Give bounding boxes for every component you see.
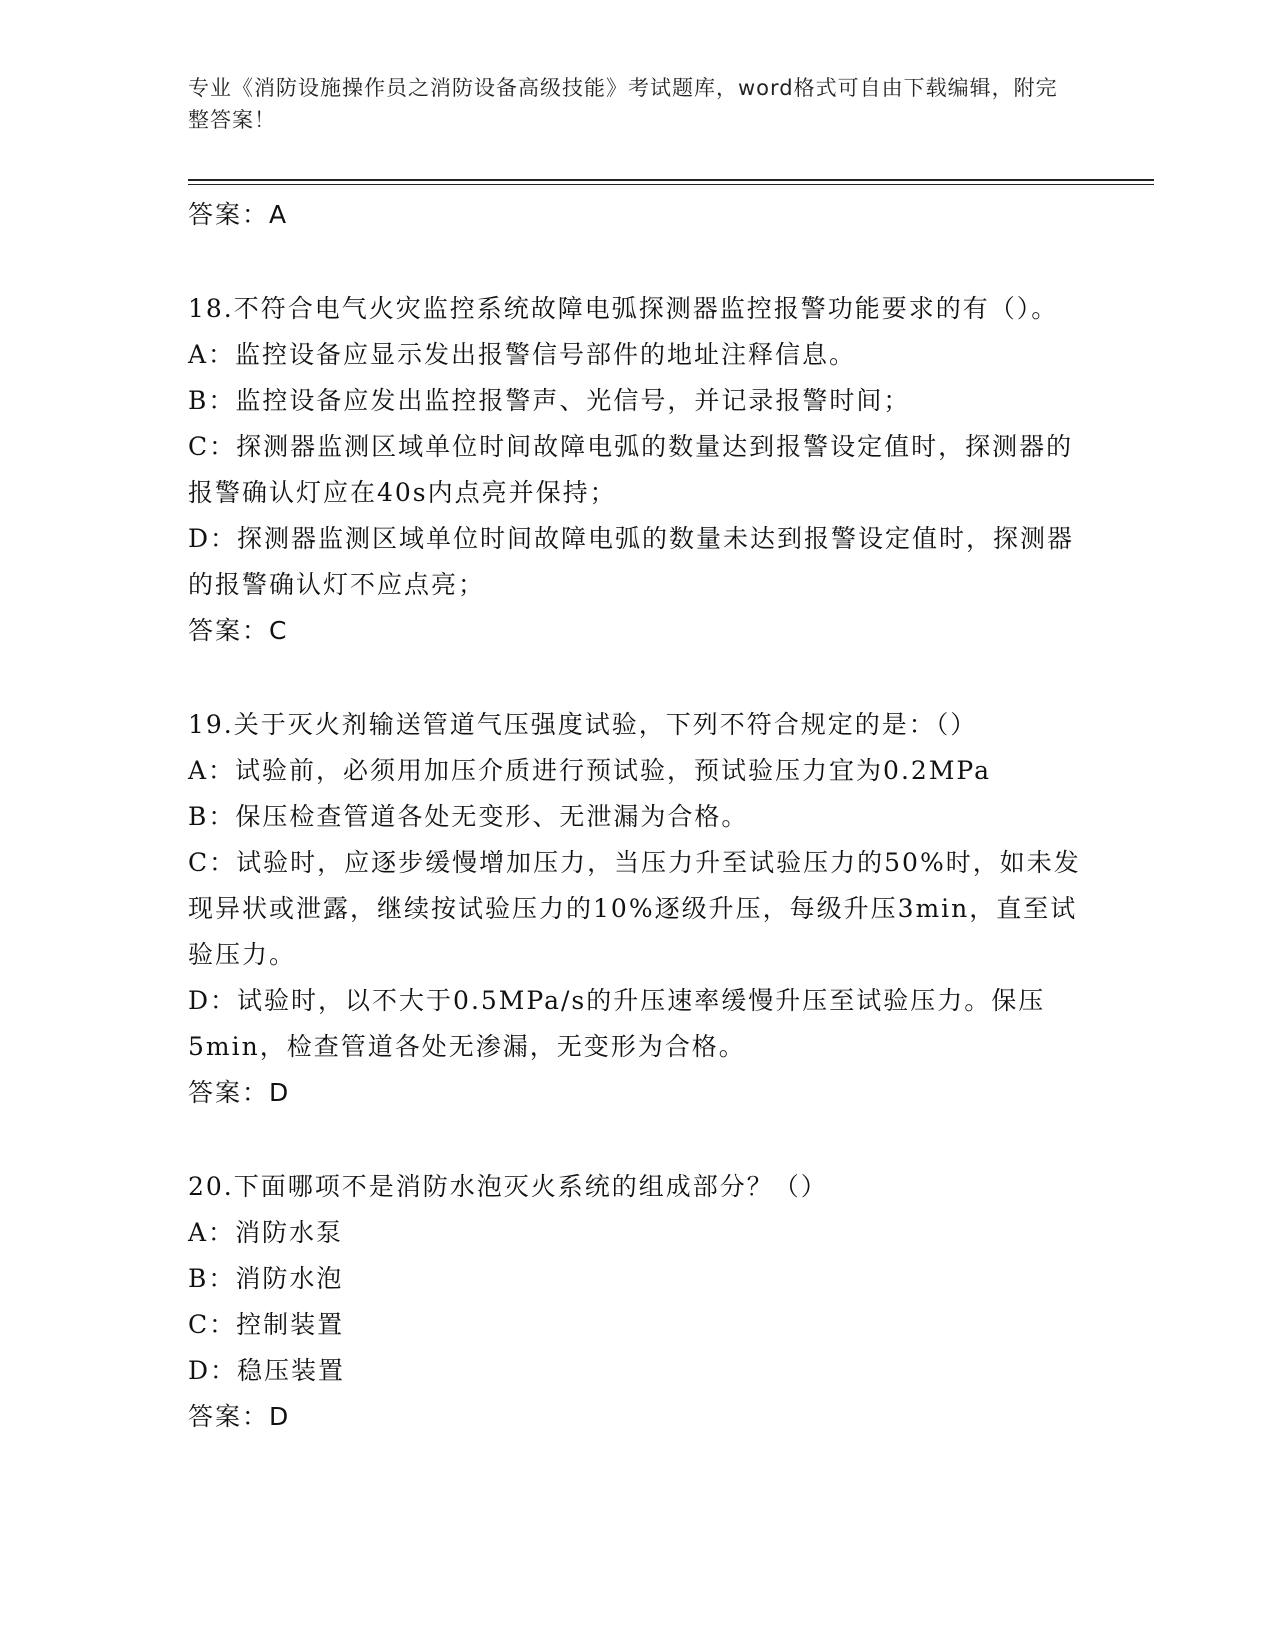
option-b: B：监控设备应发出监控报警声、光信号，并记录报警时间； bbox=[188, 386, 911, 415]
question-block bbox=[188, 702, 1088, 1116]
option-b: B：保压检查管道各处无变形、无泄漏为合格。 bbox=[188, 802, 749, 831]
option-a: A：监控设备应显示发出报警信号部件的地址注释信息。 bbox=[188, 340, 857, 369]
answer-line: 答案：D bbox=[188, 1402, 291, 1431]
answer-line: 答案：D bbox=[188, 1078, 291, 1107]
question-block bbox=[188, 286, 1088, 654]
document-header: 专业《消防设施操作员之消防设备高级技能》考试题库，word格式可自由下载编辑，附完整答案！ bbox=[188, 76, 1058, 132]
answer-line: 答案：C bbox=[188, 616, 289, 645]
option-b: B：消防水泡 bbox=[188, 1264, 344, 1293]
question-block bbox=[188, 1164, 1088, 1440]
option-a: A：消防水泵 bbox=[188, 1218, 344, 1247]
question-stem: 18.不符合电气火灾监控系统故障电弧探测器监控报警功能要求的有（）。 bbox=[188, 294, 1059, 323]
option-c: C：控制装置 bbox=[188, 1310, 345, 1339]
question-stem: 19.关于灭火剂输送管道气压强度试验，下列不符合规定的是：（） bbox=[188, 710, 978, 739]
question-stem: 20.下面哪项不是消防水泡灭火系统的组成部分？（） bbox=[188, 1172, 828, 1201]
option-d: D：稳压装置 bbox=[188, 1356, 346, 1385]
answer-line: 答案：A bbox=[188, 200, 289, 229]
option-d: D：试验时，以不大于0.5MPa/s的升压速率缓慢升压至试验压力。保压5min，检查管道各处无渗漏，无变形为合格。 bbox=[188, 986, 1046, 1061]
question-list bbox=[188, 192, 1088, 1440]
option-c: C：试验时，应逐步缓慢增加压力，当压力升至试验压力的50%时，如未发现异状或泄露，继续按试验压力的10%逐级升压，每级升压3min，直至试验压力。 bbox=[188, 848, 1081, 969]
option-a: A：试验前，必须用加压介质进行预试验，预试验压力宜为0.2MPa bbox=[188, 756, 992, 785]
option-d: D：探测器监测区域单位时间故障电弧的数量未达到报警设定值时，探测器的报警确认灯不应点亮； bbox=[188, 524, 1075, 599]
header-divider bbox=[188, 179, 1154, 185]
option-c: C：探测器监测区域单位时间故障电弧的数量达到报警设定值时，探测器的报警确认灯应在40s内点亮并保持； bbox=[188, 432, 1074, 507]
